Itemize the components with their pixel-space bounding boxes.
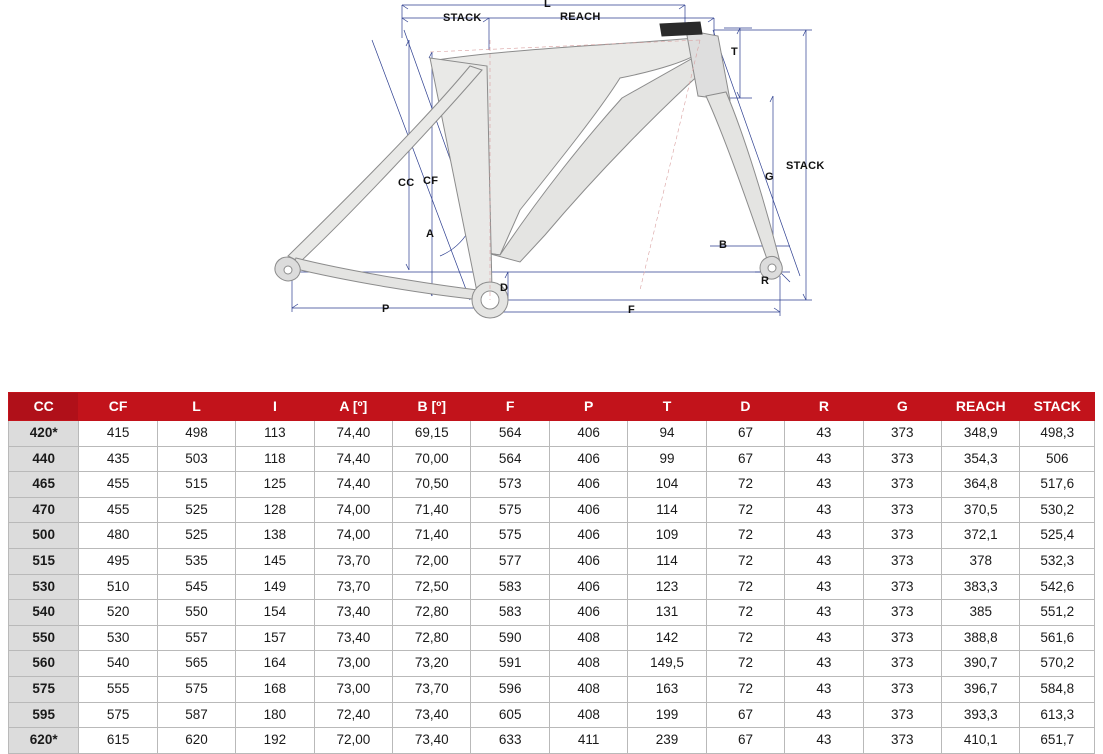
- table-cell: 104: [628, 472, 706, 498]
- table-cell: 43: [785, 421, 863, 447]
- table-row: [9, 497, 1095, 523]
- table-cell: 94: [628, 421, 706, 447]
- table-cell: 72,80: [393, 600, 471, 626]
- header-cell-t: T: [628, 393, 706, 421]
- row-label-cell: 595: [9, 702, 79, 728]
- table-cell: 43: [785, 497, 863, 523]
- table-row: [9, 548, 1095, 574]
- row-label-cell: 500: [9, 523, 79, 549]
- table-cell: 74,40: [314, 421, 392, 447]
- table-cell: 573: [471, 472, 549, 498]
- row-label-cell: 440: [9, 446, 79, 472]
- table-cell: 74,00: [314, 497, 392, 523]
- table-cell: 388,8: [942, 625, 1020, 651]
- table-cell: 114: [628, 548, 706, 574]
- table-cell: 535: [157, 548, 235, 574]
- table-cell: 43: [785, 651, 863, 677]
- table-body: [9, 421, 1095, 754]
- table-cell: 43: [785, 625, 863, 651]
- table-cell: 72,00: [314, 728, 392, 754]
- table-row: [9, 421, 1095, 447]
- table-row: [9, 728, 1095, 754]
- table-cell: 72,00: [393, 548, 471, 574]
- table-cell: 373: [863, 728, 941, 754]
- table-cell: 495: [79, 548, 157, 574]
- table-cell: 561,6: [1020, 625, 1095, 651]
- dimension-label-p: P: [382, 303, 390, 315]
- table-cell: 517,6: [1020, 472, 1095, 498]
- table-cell: 67: [706, 702, 784, 728]
- row-label-cell: 515: [9, 548, 79, 574]
- table-cell: 73,70: [314, 574, 392, 600]
- table-cell: 373: [863, 421, 941, 447]
- table-cell: 525,4: [1020, 523, 1095, 549]
- table-row: [9, 600, 1095, 626]
- table-cell: 43: [785, 676, 863, 702]
- table-cell: 385: [942, 600, 1020, 626]
- table-cell: 43: [785, 548, 863, 574]
- dimension-label-cf: CF: [423, 175, 439, 187]
- table-cell: 72: [706, 497, 784, 523]
- table-cell: 67: [706, 421, 784, 447]
- table-cell: 555: [79, 676, 157, 702]
- dimension-label-r: R: [761, 275, 770, 287]
- table-cell: 591: [471, 651, 549, 677]
- table-cell: 515: [157, 472, 235, 498]
- table-cell: 72: [706, 523, 784, 549]
- table-cell: 72,40: [314, 702, 392, 728]
- table-cell: 542,6: [1020, 574, 1095, 600]
- table-cell: 72,80: [393, 625, 471, 651]
- table-cell: 239: [628, 728, 706, 754]
- table-cell: 373: [863, 676, 941, 702]
- table-cell: 109: [628, 523, 706, 549]
- table-cell: 406: [549, 600, 627, 626]
- table-cell: 550: [157, 600, 235, 626]
- table-cell: 72,50: [393, 574, 471, 600]
- table-cell: 70,00: [393, 446, 471, 472]
- row-label-cell: 540: [9, 600, 79, 626]
- table-cell: 67: [706, 446, 784, 472]
- table-cell: 348,9: [942, 421, 1020, 447]
- table-cell: 43: [785, 523, 863, 549]
- table-cell: 128: [236, 497, 314, 523]
- table-cell: 113: [236, 421, 314, 447]
- row-label-cell: 470: [9, 497, 79, 523]
- table-cell: 73,20: [393, 651, 471, 677]
- table-cell: 583: [471, 600, 549, 626]
- table-cell: 408: [549, 702, 627, 728]
- table-cell: 583: [471, 574, 549, 600]
- table-cell: 123: [628, 574, 706, 600]
- table-cell: 74,40: [314, 472, 392, 498]
- dimension-label-b: B: [719, 239, 728, 251]
- table-cell: 564: [471, 421, 549, 447]
- table-cell: 164: [236, 651, 314, 677]
- table-cell: 72: [706, 625, 784, 651]
- table-row: [9, 574, 1095, 600]
- header-cell-reach: REACH: [942, 393, 1020, 421]
- table-cell: 72: [706, 676, 784, 702]
- table-cell: 406: [549, 548, 627, 574]
- table-cell: 157: [236, 625, 314, 651]
- table-cell: 410,1: [942, 728, 1020, 754]
- table-cell: 373: [863, 472, 941, 498]
- table-cell: 73,00: [314, 676, 392, 702]
- header-cell-d: D: [706, 393, 784, 421]
- table-row: [9, 446, 1095, 472]
- table-cell: 587: [157, 702, 235, 728]
- table-cell: 435: [79, 446, 157, 472]
- table-cell: 545: [157, 574, 235, 600]
- row-label-cell: 575: [9, 676, 79, 702]
- table-cell: 74,40: [314, 446, 392, 472]
- table-cell: 73,40: [314, 600, 392, 626]
- table-cell: 71,40: [393, 497, 471, 523]
- table-cell: 408: [549, 651, 627, 677]
- header-cell-cf: CF: [79, 393, 157, 421]
- table-cell: 378: [942, 548, 1020, 574]
- table-cell: 373: [863, 548, 941, 574]
- table-cell: 390,7: [942, 651, 1020, 677]
- table-cell: 584,8: [1020, 676, 1095, 702]
- table-cell: 138: [236, 523, 314, 549]
- geometry-table: [8, 392, 1095, 754]
- row-label-cell: 465: [9, 472, 79, 498]
- table-cell: 74,00: [314, 523, 392, 549]
- dimension-label-i: STACK: [443, 12, 482, 24]
- header-cell-stack: STACK: [1020, 393, 1095, 421]
- table-cell: 373: [863, 651, 941, 677]
- table-cell: 373: [863, 497, 941, 523]
- table-cell: 406: [549, 421, 627, 447]
- table-cell: 373: [863, 625, 941, 651]
- table-cell: 551,2: [1020, 600, 1095, 626]
- table-cell: 370,5: [942, 497, 1020, 523]
- table-cell: 73,00: [314, 651, 392, 677]
- table-cell: 154: [236, 600, 314, 626]
- table-cell: 373: [863, 574, 941, 600]
- table-cell: 620: [157, 728, 235, 754]
- table-cell: 99: [628, 446, 706, 472]
- table-cell: 530: [79, 625, 157, 651]
- table-cell: 43: [785, 574, 863, 600]
- table-cell: 406: [549, 446, 627, 472]
- table-cell: 411: [549, 728, 627, 754]
- table-cell: 72: [706, 548, 784, 574]
- table-cell: 565: [157, 651, 235, 677]
- table-cell: 406: [549, 472, 627, 498]
- table-cell: 199: [628, 702, 706, 728]
- table-cell: 43: [785, 600, 863, 626]
- table-cell: 480: [79, 523, 157, 549]
- table-header: [9, 393, 1095, 421]
- table-cell: 532,3: [1020, 548, 1095, 574]
- row-label-cell: 550: [9, 625, 79, 651]
- table-cell: 406: [549, 523, 627, 549]
- table-cell: 125: [236, 472, 314, 498]
- table-cell: 354,3: [942, 446, 1020, 472]
- dimension-label-cc: CC: [398, 177, 415, 189]
- table-cell: 633: [471, 728, 549, 754]
- header-cell-l: L: [157, 393, 235, 421]
- table-cell: 383,3: [942, 574, 1020, 600]
- frame-body: [275, 22, 782, 318]
- table-cell: 393,3: [942, 702, 1020, 728]
- table-cell: 118: [236, 446, 314, 472]
- header-cell-i: I: [236, 393, 314, 421]
- table-cell: 73,40: [314, 625, 392, 651]
- table-cell: 192: [236, 728, 314, 754]
- header-cell-r: R: [785, 393, 863, 421]
- table-cell: 498: [157, 421, 235, 447]
- header-cell-a: A [º]: [314, 393, 392, 421]
- table-cell: 73,70: [393, 676, 471, 702]
- row-label-cell: 620*: [9, 728, 79, 754]
- table-cell: 510: [79, 574, 157, 600]
- table-row: [9, 523, 1095, 549]
- row-label-cell: 560: [9, 651, 79, 677]
- table-header-row: [9, 393, 1095, 421]
- header-cell-f: F: [471, 393, 549, 421]
- table-cell: 575: [79, 702, 157, 728]
- table-cell: 498,3: [1020, 421, 1095, 447]
- table-cell: 415: [79, 421, 157, 447]
- table-cell: 149: [236, 574, 314, 600]
- dimension-label-l: L: [544, 0, 552, 10]
- table-cell: 557: [157, 625, 235, 651]
- table-cell: 43: [785, 702, 863, 728]
- dimension-label-a: A: [426, 228, 435, 240]
- table-cell: 168: [236, 676, 314, 702]
- table-cell: 613,3: [1020, 702, 1095, 728]
- table-row: [9, 702, 1095, 728]
- table-cell: 73,40: [393, 702, 471, 728]
- table-cell: 408: [549, 625, 627, 651]
- table-row: [9, 676, 1095, 702]
- dimension-label-t: T: [731, 46, 739, 58]
- table-cell: 540: [79, 651, 157, 677]
- table-cell: 180: [236, 702, 314, 728]
- table-cell: 43: [785, 446, 863, 472]
- header-cell-cc: CC: [9, 393, 79, 421]
- table-cell: 615: [79, 728, 157, 754]
- table-row: [9, 472, 1095, 498]
- dimension-label-reach: REACH: [560, 11, 601, 23]
- dimension-label-stack-visible: STACK: [786, 160, 825, 172]
- table-cell: 114: [628, 497, 706, 523]
- table-cell: 570,2: [1020, 651, 1095, 677]
- table-cell: 575: [471, 497, 549, 523]
- table-cell: 69,15: [393, 421, 471, 447]
- table-cell: 564: [471, 446, 549, 472]
- table-cell: 372,1: [942, 523, 1020, 549]
- dimension-label-g: G: [765, 171, 774, 183]
- table-cell: 406: [549, 497, 627, 523]
- table-cell: 406: [549, 574, 627, 600]
- table-cell: 72: [706, 472, 784, 498]
- table-cell: 373: [863, 702, 941, 728]
- table-cell: 145: [236, 548, 314, 574]
- table-cell: 72: [706, 600, 784, 626]
- table-cell: 71,40: [393, 523, 471, 549]
- table-cell: 408: [549, 676, 627, 702]
- table-cell: 149,5: [628, 651, 706, 677]
- table-cell: 373: [863, 600, 941, 626]
- table-cell: 73,70: [314, 548, 392, 574]
- table-cell: 72: [706, 651, 784, 677]
- table-cell: 67: [706, 728, 784, 754]
- table-cell: 506: [1020, 446, 1095, 472]
- header-cell-b: B [º]: [393, 393, 471, 421]
- table-cell: 590: [471, 625, 549, 651]
- table-cell: 364,8: [942, 472, 1020, 498]
- table-cell: 525: [157, 523, 235, 549]
- table-cell: 575: [471, 523, 549, 549]
- dimension-label-d: D: [500, 282, 509, 294]
- table-cell: 163: [628, 676, 706, 702]
- table-cell: 596: [471, 676, 549, 702]
- table-cell: 455: [79, 497, 157, 523]
- table-cell: 396,7: [942, 676, 1020, 702]
- table-cell: 455: [79, 472, 157, 498]
- table-cell: 72: [706, 574, 784, 600]
- header-cell-p: P: [549, 393, 627, 421]
- table-cell: 142: [628, 625, 706, 651]
- table-cell: 530,2: [1020, 497, 1095, 523]
- table-cell: 70,50: [393, 472, 471, 498]
- table-cell: 577: [471, 548, 549, 574]
- table-cell: 525: [157, 497, 235, 523]
- table-cell: 373: [863, 446, 941, 472]
- table-row: [9, 651, 1095, 677]
- table-row: [9, 625, 1095, 651]
- dimension-label-f: F: [628, 304, 636, 316]
- table-cell: 575: [157, 676, 235, 702]
- table-cell: 43: [785, 728, 863, 754]
- table-cell: 503: [157, 446, 235, 472]
- table-cell: 605: [471, 702, 549, 728]
- table-cell: 520: [79, 600, 157, 626]
- row-label-cell: 530: [9, 574, 79, 600]
- table-cell: 651,7: [1020, 728, 1095, 754]
- row-label-cell: 420*: [9, 421, 79, 447]
- table-cell: 373: [863, 523, 941, 549]
- table-cell: 73,40: [393, 728, 471, 754]
- table-cell: 43: [785, 472, 863, 498]
- table-cell: 131: [628, 600, 706, 626]
- header-cell-g: G: [863, 393, 941, 421]
